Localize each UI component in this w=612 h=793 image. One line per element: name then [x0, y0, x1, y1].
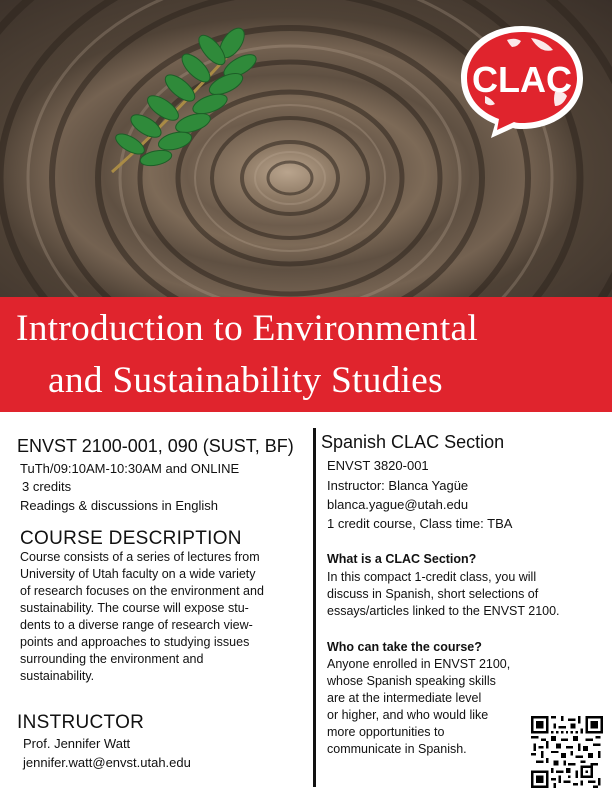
course-language: Readings & discussions in English: [20, 498, 218, 513]
description-line: sustainability. The course will expose stu-: [20, 601, 249, 615]
clac-email[interactable]: blanca.yague@utah.edu: [327, 497, 469, 512]
page-title-line-2: and Sustainability Studies: [48, 360, 443, 401]
clac-section-heading: Spanish CLAC Section: [321, 432, 505, 452]
paragraph-line: whose Spanish speaking skills: [327, 674, 496, 688]
page-title-line-1: Introduction to Environmental: [16, 308, 478, 349]
course-schedule: TuTh/09:10AM-10:30AM and ONLINE: [20, 461, 240, 476]
clac-credit-info: 1 credit course, Class time: TBA: [327, 516, 513, 531]
clac-instructor: Instructor: Blanca Yagüe: [327, 478, 469, 493]
paragraph-line: or higher, and who would like: [327, 708, 489, 722]
paragraph-line: essays/articles linked to the ENVST 2100.: [327, 604, 560, 618]
svg-text:CLAC: CLAC: [472, 59, 572, 100]
paragraph-line: discuss in Spanish, short selections of: [327, 587, 539, 601]
clac-logo: [455, 22, 589, 140]
column-divider: [313, 428, 316, 787]
course-credits: 3 credits: [22, 479, 72, 494]
instructor-email[interactable]: jennifer.watt@envst.utah.edu: [23, 755, 191, 770]
qr-code-icon[interactable]: [531, 716, 603, 788]
instructor-name: Prof. Jennifer Watt: [23, 736, 131, 751]
description-line: surrounding the environment and: [20, 652, 204, 666]
what-is-clac-heading: What is a CLAC Section?: [327, 552, 477, 566]
paragraph-line: communicate in Spanish.: [327, 742, 467, 756]
paragraph-line: In this compact 1-credit class, you will: [327, 570, 537, 584]
course-description: [20, 549, 310, 685]
who-can-take-heading: Who can take the course?: [327, 640, 482, 654]
description-line: points and approaches to studying issues: [20, 635, 250, 649]
description-line: sustainability.: [20, 669, 95, 683]
what-is-clac-text: [327, 569, 560, 620]
description-line: dents to a diverse range of research view-: [20, 618, 253, 632]
paragraph-line: Anyone enrolled in ENVST 2100,: [327, 657, 511, 671]
paragraph-line: are at the intermediate level: [327, 691, 482, 705]
instructor-heading: INSTRUCTOR: [17, 712, 145, 733]
who-can-take-text: [327, 656, 510, 758]
description-line: of research focuses on the environment and: [20, 584, 264, 598]
paragraph-line: more opportunities to: [327, 725, 445, 739]
clac-course-code: ENVST 3820-001: [327, 458, 429, 473]
course-description-heading: COURSE DESCRIPTION: [20, 528, 242, 549]
description-line: Course consists of a series of lectures from: [20, 550, 260, 564]
description-line: University of Utah faculty on a wide variety: [20, 567, 256, 581]
course-code: ENVST 2100-001, 090 (SUST, BF): [17, 436, 294, 456]
